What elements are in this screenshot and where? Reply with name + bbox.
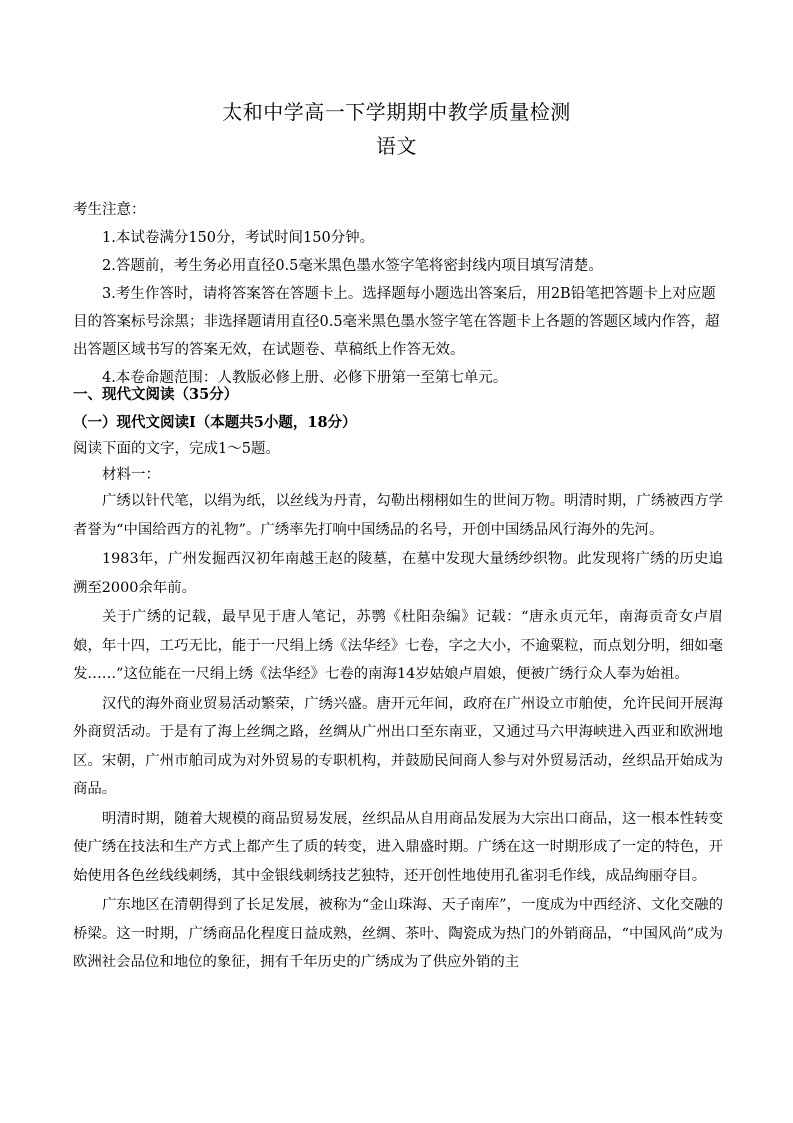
- exam-title: 太和中学高一下学期期中教学质量检测: [222, 100, 571, 124]
- material-label: 材料一：: [102, 467, 160, 483]
- exam-subject: 语文: [376, 134, 417, 158]
- sub-section-title: （一）现代文阅读I（本题共5小题，18分）: [73, 414, 357, 431]
- notice-item: 4.本卷命题范围：人教版必修上册、必修下册第一至第七单元。: [102, 370, 508, 386]
- reading-instruction: 阅读下面的文字，完成1～5题。: [73, 441, 280, 457]
- passage-paragraph: 关于广绣的记载，最早见于唐人笔记，苏鹗《杜阳杂编》记载：“唐永贞元年，南海贡奇女卢眉娘，年十四，工巧无比，能于一尺绢上绣《法华经》七卷，字之大小，不逾粟粒，而点划分明，细如毫发……”这位能在一尺绢上绣《法华经》七卷的南海14岁姑娘卢眉娘，便被广绣行众人奉为始祖。: [73, 609, 723, 682]
- part-title: 一、现代文阅读（35分）: [73, 386, 239, 403]
- passage-paragraph: 明清时期，随着大规模的商品贸易发展，丝织品从自用商品发展为大宗出口商品，这一根本性转变使广绣在技法和生产方式上都产生了质的转变，进入鼎盛时期。广绣在这一时期形成了一定的特色，开始使用各色丝线线刺绣，其中金银线刺绣技艺独特，还开创性地使用孔雀羽毛作线，成品绚丽夺目。: [73, 810, 723, 884]
- notice-item: 3.考生作答时，请将答案答在答题卡上。选择题每小题选出答案后，用2B铅笔把答题卡上对应题目的答案标号涂黑；非选择题请用直径0.5毫米黑色墨水签字笔在答题卡上各题的答题区域内作答，超出答题区域书写的答案无效，在试题卷、草稿纸上作答无效。: [73, 286, 720, 358]
- notice-item: 2.答题前，考生务必用直径0.5毫米黑色墨水签字笔将密封线内项目填写清楚。: [102, 258, 603, 274]
- passage-paragraph: 1983年，广州发掘西汉初年南越王赵的陵墓，在墓中发现大量绣纱织物。此发现将广绣的历史追溯至2000余年前。: [73, 551, 723, 596]
- passage-paragraph: 广绣以针代笔，以绢为纸，以丝线为丹青，勾勒出栩栩如生的世间万物。明清时期，广绣被西方学者誉为“中国给西方的礼物”。广绣率先打响中国绣品的名号，开创中国绣品风行海外的先河。: [73, 493, 723, 538]
- reading-passage: [73, 487, 723, 978]
- candidate-notice: [73, 196, 723, 392]
- notice-heading: 考生注意：: [73, 202, 146, 218]
- passage-paragraph: 汉代的海外商业贸易活动繁荣，广绣兴盛。唐开元年间，政府在广州设立市舶使，允许民间开展海外商贸活动。于是有了海上丝绸之路，丝绸从广州出口至东南亚，又通过马六甲海峡进入西亚和欧洲地区。宋朝，广州市舶司成为对外贸易的专职机构，并鼓励民间商人参与对外贸易活动，丝织品开始成为商品。: [73, 695, 723, 797]
- passage-paragraph: 广东地区在清朝得到了长足发展，被称为“金山珠海、天子南库”，一度成为中西经济、文化交融的桥梁。这一时期，广绣商品化程度日益成熟，丝绸、茶叶、陶瓷成为热门的外销商品，“中国风尚”成为欧洲社会品位和地位的象征，拥有千年历史的广绣成为了供应外销的主: [73, 897, 723, 970]
- notice-item: 1.本试卷满分150分，考试时间150分钟。: [102, 230, 375, 246]
